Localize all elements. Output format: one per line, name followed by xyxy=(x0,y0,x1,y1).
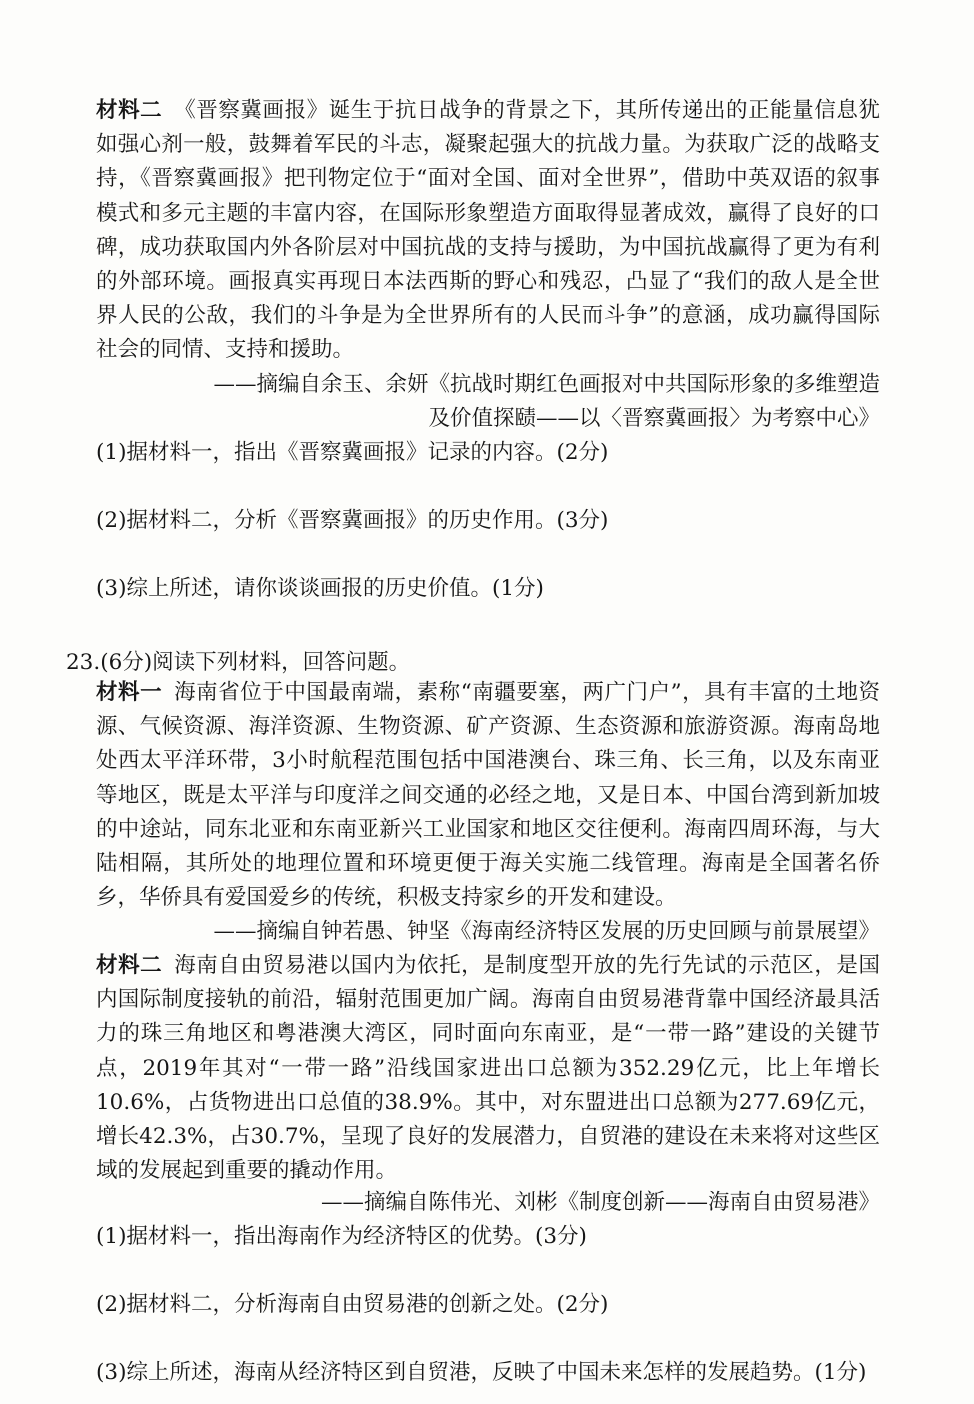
material-text: 《晋察冀画报》诞生于抗日战争的背景之下，其所传递出的正能量信息犹如强心剂一般，鼓舞着军民的斗志，凝聚起强大的抗战力量。为获取广泛的战略支持，《晋察冀画报》把刊物定位于“面对全国、面对全世界”，借助中英双语的叙事模式和多元主题的丰富内容，在国际形象塑造方面取得显著成效，赢得了良好的口碑，成功获取国内外各阶层对中国抗战的支持与援助，为中国抗战赢得了更为有利的外部环境。画报真实再现日本法西斯的野心和残忍，凸显了“我们的敌人是全世界人民的公敌，我们的斗争是为全世界所有的人民而斗争”的意涵，成功赢得国际社会的同情、支持和援助。 xyxy=(96,98,880,363)
source-line: ——摘编自陈伟光、刘彬《制度创新——海南自由贸易港》 xyxy=(320,1190,880,1215)
material-text: 海南省位于中国最南端，素称“南疆要塞，两广门户”，具有丰富的土地资源、气候资源、海洋资源、生物资源、矿产资源、生态资源和旅游资源。海南岛地处西太平洋环带，3小时航程范围包括中国港澳台、珠三角、长三角，以及东南亚等地区，既是太平洋与印度洋之间交通的必经之地，又是日本、中国台湾到新加坡的中途站，同东北亚和东南亚新兴工业国家和地区交往便利。海南四周环海，与大陆相隔，其所处的地理位置和环境更便于海关实施二线管理。海南是全国著名侨乡，华侨具有爱国爱乡的传统，积极支持家乡的开发和建设。 xyxy=(96,680,880,911)
q23-material-1-source xyxy=(96,915,880,949)
q23-heading: 23.(6分)阅读下列材料，回答问题。 xyxy=(66,650,411,675)
q22-material-2 xyxy=(96,94,880,368)
material-paragraph xyxy=(96,949,880,1188)
q22-material-2-source xyxy=(96,368,880,436)
material-label: 材料二 xyxy=(96,98,163,123)
q22-question-2: (2)据材料二，分析《晋察冀画报》的历史作用。(3分) xyxy=(96,508,609,533)
material-text: 海南自由贸易港以国内为依托，是制度型开放的先行先试的示范区，是国内国际制度接轨的前沿，辐射范围更加广阔。海南自由贸易港背靠中国经济最具活力的珠三角地区和粤港澳大湾区，同时面向东南亚，是“一带一路”建设的关键节点，2019年其对“一带一路”沿线国家进出口总额为352.29亿元，比上年增长10.6%，占货物进出口总值的38.9%。其中，对东盟进出口总额为277.69亿元，增长42.3%，占30.7%，呈现了良好的发展潜力，自贸港的建设在未来将对这些区域的发展起到重要的撬动作用。 xyxy=(96,953,880,1184)
q23-material-1 xyxy=(96,676,880,915)
source-line: 及价值探赜——以〈晋察冀画报〉为考察中心》 xyxy=(428,406,880,432)
material-paragraph xyxy=(96,676,880,915)
q23-material-2-source xyxy=(96,1186,880,1220)
q23-question-2: (2)据材料二，分析海南自由贸易港的创新之处。(2分) xyxy=(96,1292,609,1317)
q23-material-2 xyxy=(96,949,880,1188)
q23-question-1: (1)据材料一，指出海南作为经济特区的优势。(3分) xyxy=(96,1224,587,1249)
material-label: 材料一 xyxy=(96,680,163,705)
source-line: ——摘编自钟若愚、钟坚《海南经济特区发展的历史回顾与前景展望》 xyxy=(213,919,880,944)
material-paragraph xyxy=(96,94,880,368)
q23-question-3: (3)综上所述，海南从经济特区到自贸港，反映了中国未来怎样的发展趋势。(1分) xyxy=(96,1360,867,1385)
source-line: ——摘编自余玉、余妍《抗战时期红色画报对中共国际形象的多维塑造 xyxy=(213,372,880,397)
material-label: 材料二 xyxy=(96,953,163,978)
q22-question-3: (3)综上所述，请你谈谈画报的历史价值。(1分) xyxy=(96,576,544,601)
q22-question-1: (1)据材料一，指出《晋察冀画报》记录的内容。(2分) xyxy=(96,440,609,465)
